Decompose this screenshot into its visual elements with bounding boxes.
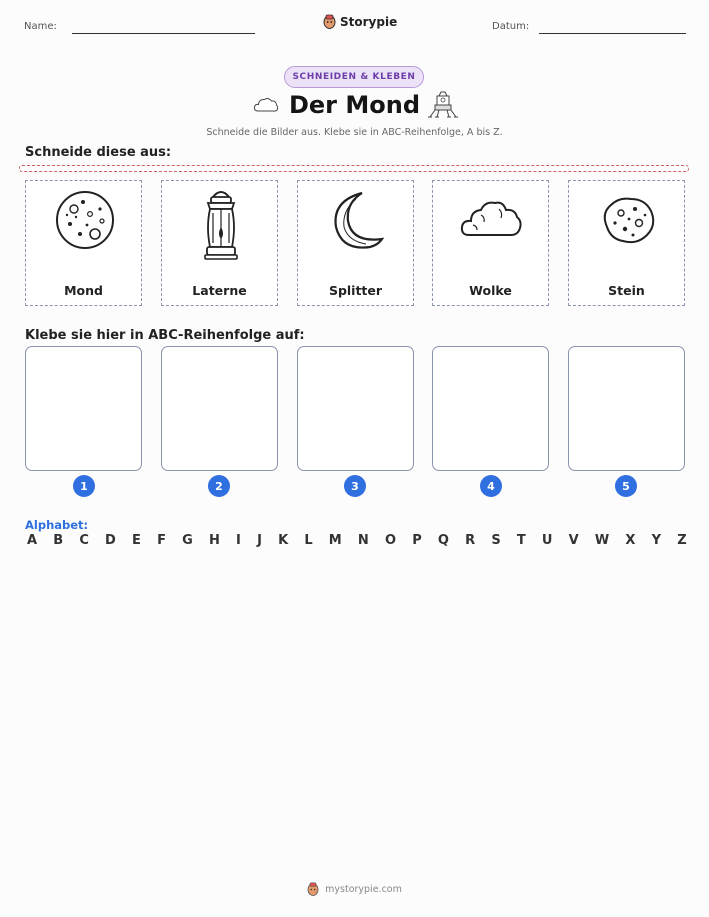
paste-slot-2[interactable] [161,346,278,471]
slot-number: 2 [208,475,230,497]
alphabet-letter: Y [651,533,662,548]
card-word: Wolke [469,283,512,298]
crescent-icon [326,189,388,255]
footer-link[interactable]: mystorypie.com [325,883,402,895]
alphabet-letter: H [208,533,220,548]
alphabet-letter: S [491,533,501,548]
paste-slot-5[interactable] [568,346,685,471]
cut-card-splitter[interactable] [297,180,414,306]
date-line [539,33,686,34]
paste-slot-1[interactable] [25,346,142,471]
alphabet-letter: J [257,533,262,548]
alphabet-letter: F [157,533,166,548]
card-word: Splitter [328,283,383,298]
date-label: Datum: [492,21,530,32]
alphabet-letter: B [53,533,64,548]
paste-slot-4[interactable] [432,346,549,471]
alphabet-letter: M [328,533,342,548]
lunar-lander-decoration-icon [427,91,459,119]
storypie-mascot-icon [323,14,336,29]
cut-card-wolke[interactable] [432,180,549,306]
card-word: Stein [608,283,645,298]
alphabet-letter: W [594,533,610,548]
alphabet-letter: L [304,533,313,548]
brand-logo [323,14,397,29]
cut-card-stein[interactable] [568,180,685,306]
lantern-icon [190,187,252,267]
paste-slot-3[interactable] [297,346,414,471]
alphabet-letter: K [278,533,289,548]
alphabet-letter: U [541,533,553,548]
alphabet-letter: O [384,533,397,548]
name-line [72,33,255,34]
moon-icon [54,189,116,251]
alphabet-heading: Alphabet: [25,518,89,532]
alphabet-letter: Q [437,533,449,548]
storypie-mascot-icon [307,882,319,896]
alphabet-letter: X [625,533,636,548]
slot-number: 5 [615,475,637,497]
slot-number: 4 [480,475,502,497]
alphabet-letter: C [79,533,89,548]
alphabet-letter: E [132,533,141,548]
rock-icon [597,189,659,251]
activity-badge: SCHNEIDEN & KLEBEN [284,66,424,88]
page-title: Der Mond [288,91,421,119]
slot-number: 1 [73,475,95,497]
alphabet-letter: A [27,533,38,548]
cut-card-laterne[interactable] [161,180,278,306]
alphabet-letter: D [105,533,116,548]
alphabet-row [27,533,687,548]
cut-section-heading: Schneide diese aus: [25,145,172,160]
card-word: Mond [64,283,103,298]
alphabet-letter: T [516,533,526,548]
slot-number: 3 [344,475,366,497]
cloud-icon [459,195,523,245]
alphabet-letter: G [182,533,193,548]
alphabet-letter: Z [677,533,687,548]
paste-section-heading: Klebe sie hier in ABC-Reihenfolge auf: [25,328,305,343]
alphabet-letter: P [412,533,422,548]
alphabet-letter: V [568,533,579,548]
cut-card-mond[interactable] [25,180,142,306]
footer [0,882,709,896]
instructions: Schneide die Bilder aus. Klebe sie in ABC-Reihenfolge, A bis Z. [206,127,503,138]
name-label: Name: [24,21,57,32]
alphabet-letter: I [236,533,241,548]
alphabet-letter: N [357,533,369,548]
cut-line [19,165,689,172]
brand-name: Storypie [340,14,398,29]
card-word: Laterne [192,283,247,298]
alphabet-letter: R [465,533,476,548]
